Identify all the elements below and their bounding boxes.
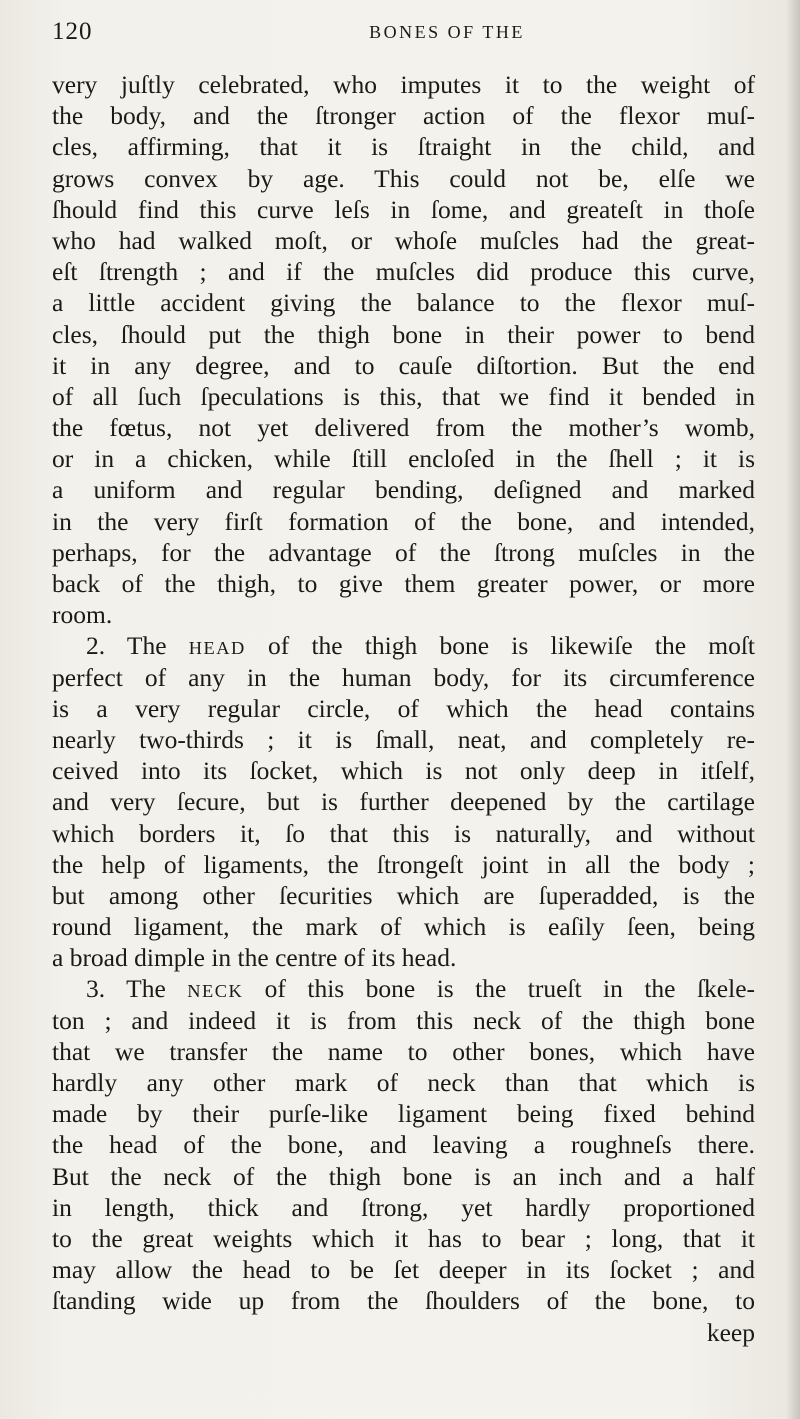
text-line: may allow the head to be ſet deeper in its ſocket ; and — [52, 1255, 755, 1285]
text-line: But the neck of the thigh bone is an inch and a half — [52, 1161, 755, 1191]
text-line: hardly any other mark of neck than that which is — [52, 1068, 755, 1097]
text-line: nearly two-thirds ; it is ſmall, neat, and completely re- — [52, 724, 755, 754]
text-line: in length, thick and ſtrong, yet hardly proportioned — [52, 1192, 755, 1222]
text-line: ſhould find this curve leſs in ſome, and greateſt in thoſe — [52, 194, 755, 224]
text-line: the body, and the ſtronger action of the flexor muſ- — [52, 101, 755, 131]
text-line: it in any degree, and to cauſe diſtortion. But the end — [52, 350, 755, 380]
text-line: cles, ſhould put the thigh bone in their power to bend — [52, 319, 755, 349]
text-line: a little accident giving the balance to the flexor muſ- — [52, 288, 755, 318]
running-head — [52, 18, 752, 54]
text-line: that we transfer the name to other bones, which have — [52, 1036, 755, 1066]
text-line: in the very firſt formation of the bone, and intended, — [52, 506, 755, 536]
page-number: 120 — [52, 18, 93, 45]
body-text — [52, 69, 755, 1348]
text-line: to the great weights which it has to bear ; long, that it — [52, 1223, 755, 1253]
text-line: ſtanding wide up from the ſhoulders of the bone, to — [52, 1286, 755, 1316]
text-line: perfect of any in the human body, for its circumference — [52, 662, 755, 692]
text-line: which borders it, ſo that this is naturally, and without — [52, 818, 755, 848]
text-line: very juſtly celebrated, who imputes it to the weight of — [52, 70, 755, 99]
text-line: keep — [706, 1317, 755, 1347]
text-line: ton ; and indeed it is from this neck of the thigh bone — [52, 1005, 755, 1035]
text-line: a uniform and regular bending, deſigned and marked — [52, 475, 755, 505]
text-line: the head of the bone, and leaving a roughneſs there. — [52, 1130, 755, 1160]
text-line: ceived into its ſocket, which is not only deep in itſelf, — [52, 756, 755, 786]
text-line: or in a chicken, while ſtill encloſed in the ſhell ; it is — [52, 444, 755, 474]
text-line: who had walked moſt, or whoſe muſcles had the great- — [52, 225, 755, 255]
text-line: room. — [52, 600, 113, 630]
text-line: 3. The NECK of this bone is the trueſt in the ſkele- — [86, 974, 755, 1004]
text-line: eſt ſtrength ; and if the muſcles did produce this curve, — [52, 257, 755, 287]
text-line: back of the thigh, to give them greater power, or more — [52, 569, 755, 598]
text-line: the help of ligaments, the ſtrongeſt joint in all the body ; — [52, 849, 755, 879]
text-line: round ligament, the mark of which is eaſily ſeen, being — [52, 912, 755, 942]
text-line: perhaps, for the advantage of the ſtrong muſcles in the — [52, 537, 755, 567]
text-line: of all ſuch ſpeculations is this, that we find it bended in — [52, 381, 755, 411]
text-line: made by their purſe-like ligament being fixed behind — [52, 1099, 755, 1129]
page-edge-shadow — [786, 0, 800, 1419]
running-title: BONES OF THE — [369, 22, 525, 42]
text-line: but among other ſecurities which are ſuperadded, is the — [52, 880, 755, 910]
text-line: and very ſecure, but is further deepened by the cartilage — [52, 787, 755, 817]
text-line: is a very regular circle, of which the head contains — [52, 693, 755, 723]
text-line: 2. The HEAD of the thigh bone is likewiſe the moſt — [86, 631, 755, 661]
text-line: grows convex by age. This could not be, elſe we — [52, 163, 755, 193]
text-line: cles, affirming, that it is ſtraight in the child, and — [52, 132, 755, 162]
text-line: a broad dimple in the centre of its head. — [52, 943, 457, 973]
text-line: the fœtus, not yet delivered from the mother’s womb, — [52, 413, 755, 443]
